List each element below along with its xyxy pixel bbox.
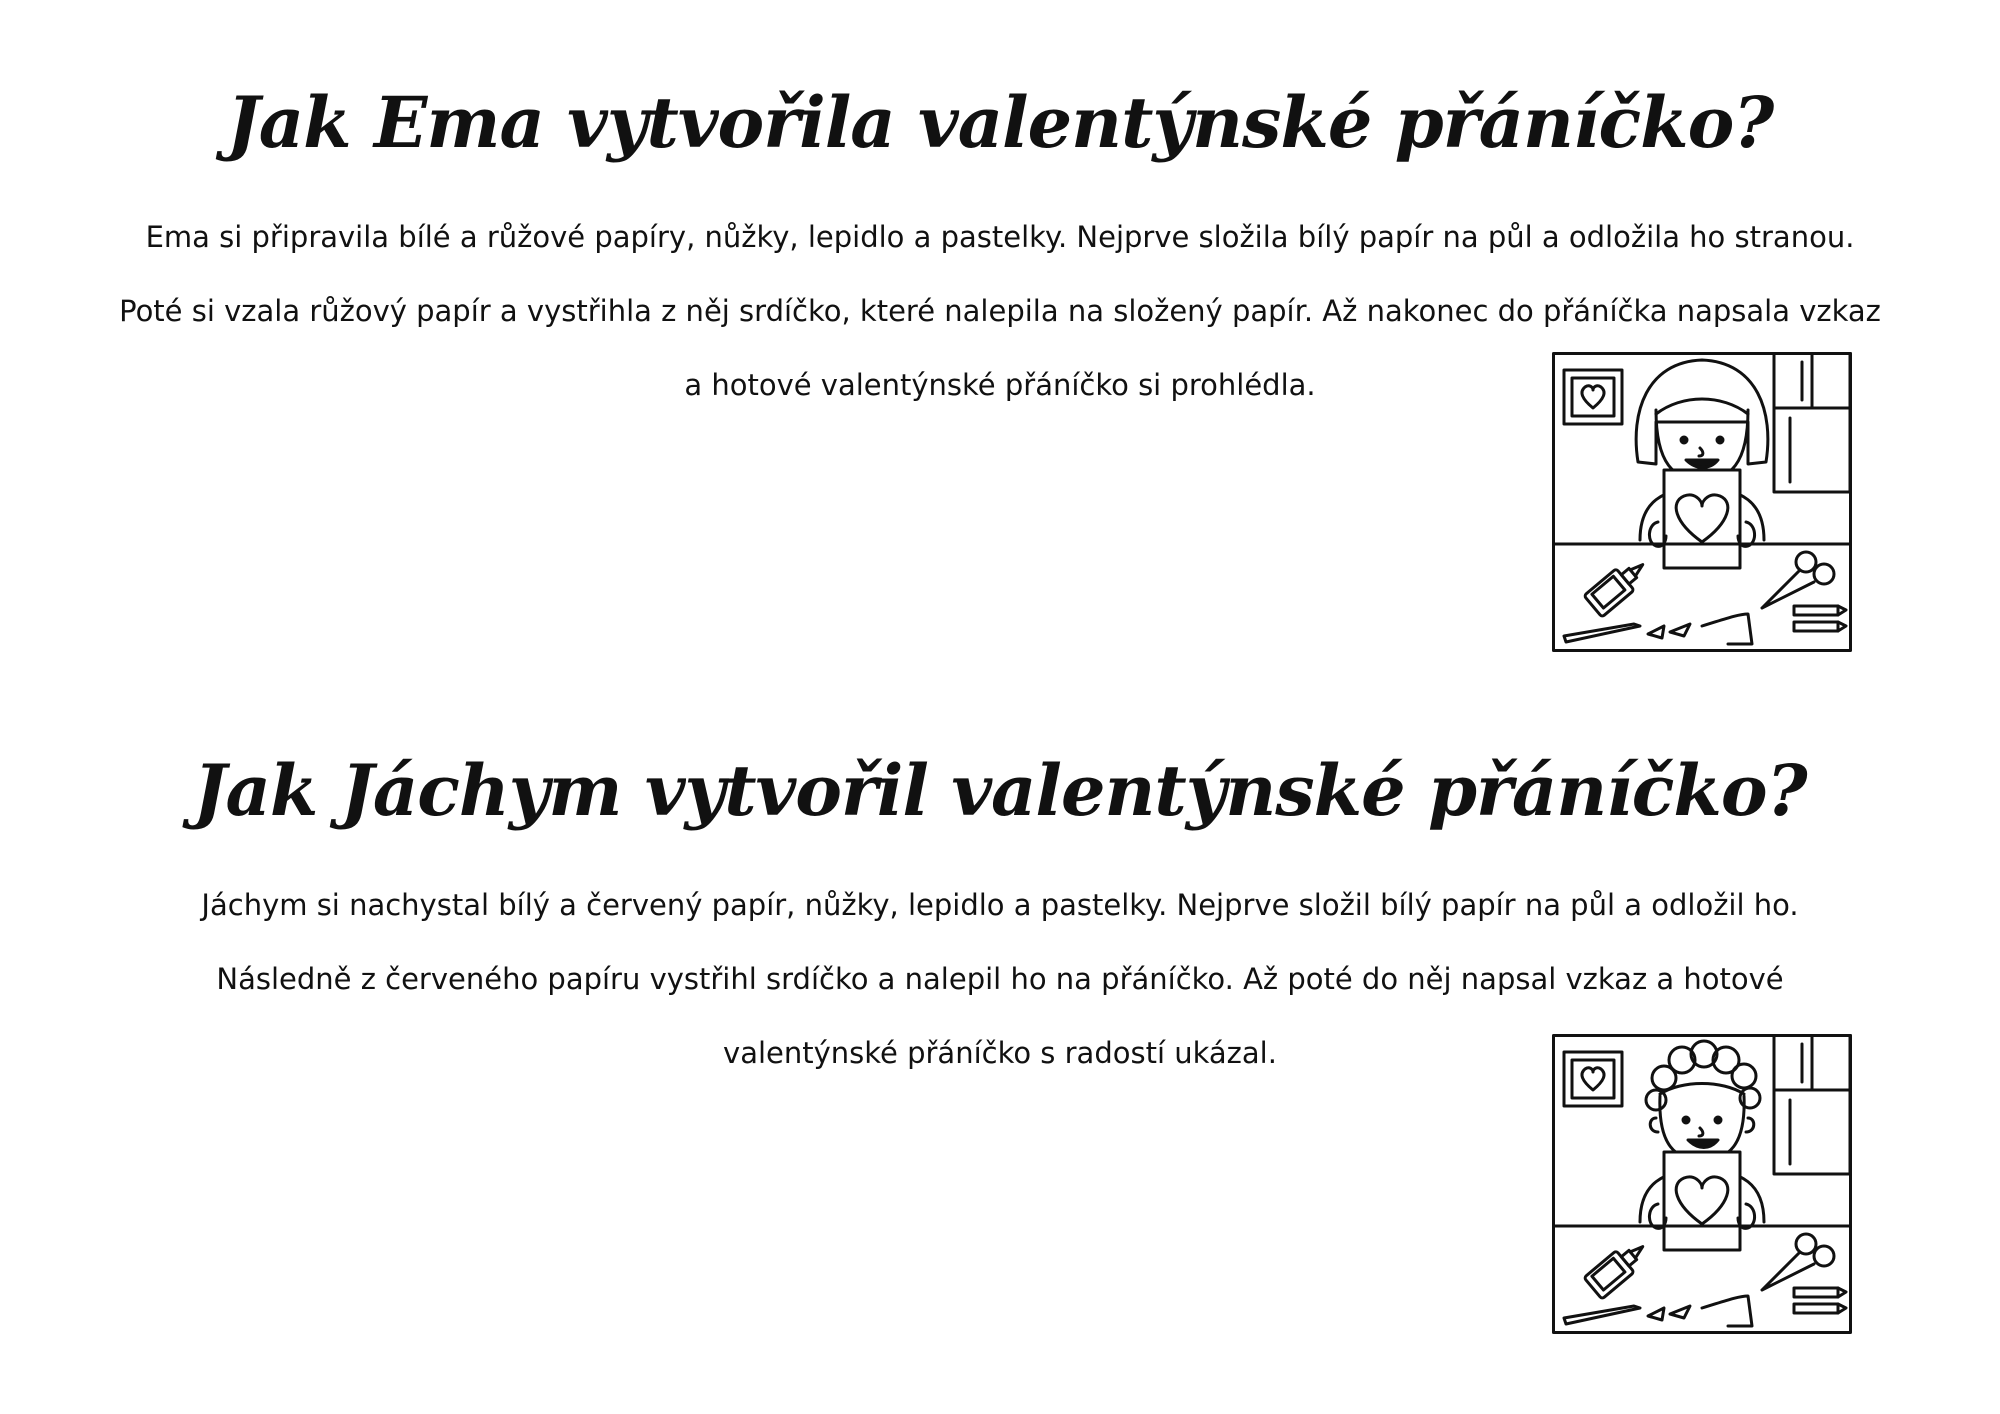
page-title-ema: Jak Ema vytvořila valentýnské přáníčko? (226, 81, 1774, 164)
girl-holding-heart-card-icon (1552, 352, 1852, 652)
boy-holding-heart-card-icon (1552, 1034, 1852, 1334)
page-title-jachym: Jak Jáchym vytvořil valentýnské přáníčko? (193, 749, 1807, 832)
story-line: valentýnské přáníčko s radostí ukázal. (723, 1036, 1277, 1070)
story-line: a hotové valentýnské přáníčko si prohlédla. (684, 368, 1316, 402)
story-line: Následně z červeného papíru vystřihl srdíčko a nalepil ho na přáníčko. Až poté do něj napsal vzkaz a hotové (216, 962, 1784, 996)
story-line: Ema si připravila bílé a růžové papíry, nůžky, lepidlo a pastelky. Nejprve složila bílý papír na půl a odložila ho stranou. (145, 220, 1855, 254)
story-line: Jáchym si nachystal bílý a červený papír, nůžky, lepidlo a pastelky. Nejprve složil bílý papír na půl a odložil ho. (201, 888, 1799, 922)
story-line: Poté si vzala růžový papír a vystřihla z něj srdíčko, které nalepila na složený papír. Až nakonec do přáníčka napsala vzkaz (119, 294, 1881, 328)
